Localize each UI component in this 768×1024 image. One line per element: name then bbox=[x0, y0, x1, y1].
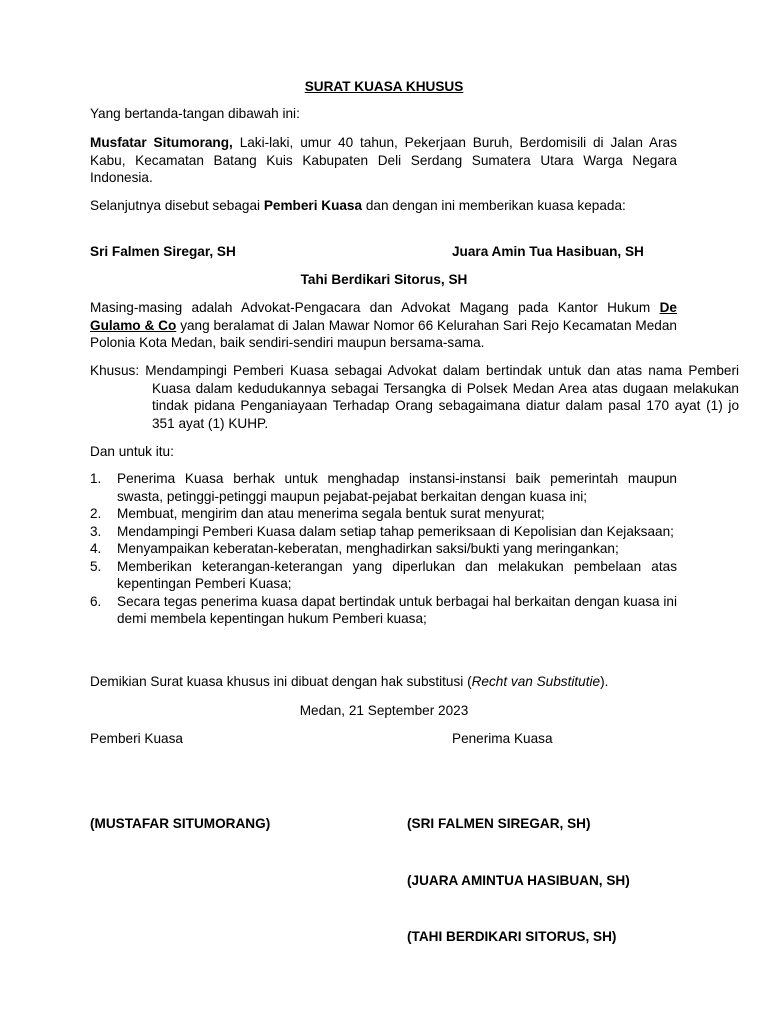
list-item-number: 1. bbox=[90, 471, 102, 486]
list-item-number: 2. bbox=[90, 506, 102, 521]
list-item-text: Mendampingi Pemberi Kuasa dalam setiap tahap pemeriksaan di Kepolisian dan Kejaksaan; bbox=[117, 523, 674, 539]
closing-suffix: ). bbox=[600, 674, 609, 689]
list-item bbox=[90, 523, 677, 541]
authority-list bbox=[90, 470, 677, 628]
list-item bbox=[90, 470, 677, 505]
firm-paragraph bbox=[90, 299, 677, 352]
grantor-details: Laki-laki, umur 40 tahun, Pekerjaan Buruh, Berdomisili di Jalan Aras Kabu, Kecamatan Batang Kuis Kabupaten Deli Serdang Sumatera Utara Warga Negara Indonesia. bbox=[90, 135, 678, 185]
grantee-label: Penerima Kuasa bbox=[452, 731, 553, 746]
grantee-signature-name-1: (SRI FALMEN SIREGAR, SH) bbox=[407, 816, 591, 831]
list-item-number: 6. bbox=[90, 593, 102, 609]
list-item-text: Menyampaikan keberatan-keberatan, menghadirkan saksi/bukti yang meringankan; bbox=[117, 541, 619, 556]
attorney-center: Tahi Berdikari Sitorus, SH bbox=[300, 272, 468, 287]
attorney-right: Juara Amin Tua Hasibuan, SH bbox=[452, 244, 644, 259]
list-item bbox=[90, 558, 677, 593]
list-item-text: Membuat, mengirim dan atau menerima segala bentuk surat menyurat; bbox=[117, 506, 545, 521]
and-for-text: Dan untuk itu: bbox=[90, 444, 174, 459]
firm-suffix: yang beralamat di Jalan Mawar Nomor 66 Kelurahan Sari Rejo Kecamatan Medan Polonia Kota Medan, baik sendiri-sendiri maupun bersama-sama. bbox=[90, 317, 677, 350]
grantor-signature-name: (MUSTAFAR SITUMORANG) bbox=[90, 816, 271, 831]
attorney-left: Sri Falmen Siregar, SH bbox=[90, 244, 236, 259]
grantor-paragraph bbox=[90, 134, 677, 187]
closing-prefix: Demikian Surat kuasa khusus ini dibuat dengan hak substitusi ( bbox=[90, 674, 472, 689]
firm-name: De Gulamo & Co bbox=[90, 300, 677, 333]
grantee-signature-name-3: (TAHI BERDIKARI SITORUS, SH) bbox=[407, 929, 617, 944]
khusus-label: Khusus: bbox=[90, 363, 140, 378]
list-item bbox=[90, 593, 677, 628]
list-item-text: Penerima Kuasa berhak untuk menghadap instansi-instansi baik pemerintah maupun swasta, petinggi-petinggi maupun pejabat-pejabat berkaitan dengan kuasa ini; bbox=[117, 471, 677, 504]
referred-paragraph bbox=[90, 197, 677, 215]
grantor-name: Musfatar Situmorang, bbox=[90, 135, 233, 150]
list-item bbox=[90, 505, 677, 523]
list-item-text: Memberikan keterangan-keterangan yang diperlukan dan melakukan pembelaan atas kepentingan Pemberi Kuasa; bbox=[117, 558, 677, 591]
firm-prefix: Masing-masing adalah Advokat-Pengacara dan Advokat Magang pada Kantor Hukum bbox=[90, 300, 660, 315]
closing-italic: Recht van Substitutie bbox=[471, 674, 601, 689]
grantor-label: Pemberi Kuasa bbox=[90, 731, 183, 746]
closing-paragraph bbox=[90, 673, 677, 691]
referred-prefix: Selanjutnya disebut sebagai bbox=[90, 198, 264, 213]
document-title: SURAT KUASA KHUSUS bbox=[304, 79, 464, 94]
referred-suffix: dan dengan ini memberikan kuasa kepada: bbox=[362, 198, 626, 213]
khusus-paragraph bbox=[90, 362, 739, 432]
intro-text: Yang bertanda-tangan dibawah ini: bbox=[90, 106, 300, 121]
list-item-number: 4. bbox=[90, 541, 102, 556]
list-item-number: 5. bbox=[90, 558, 102, 574]
grantee-signature-name-2: (JUARA AMINTUA HASIBUAN, SH) bbox=[407, 873, 630, 888]
list-item bbox=[90, 540, 677, 558]
khusus-text: Mendampingi Pemberi Kuasa sebagai Advokat dalam bertindak untuk dan atas nama Pemberi Kuasa dalam kedudukannya sebagai Tersangka di Polsek Medan Area atas dugaan melakukan tindak pidana Penganiayaan Terhadap Orang sebagaimana diatur dalam pasal 170 ayat (1) jo 351 ayat (1) KUHP. bbox=[139, 363, 739, 431]
referred-role: Pemberi Kuasa bbox=[263, 198, 363, 213]
list-item-number: 3. bbox=[90, 523, 102, 539]
place-date: Medan, 21 September 2023 bbox=[299, 703, 469, 718]
list-item-text: Secara tegas penerima kuasa dapat bertindak untuk berbagai hal berkaitan dengan kuasa ini demi membela kepentingan hukum Pemberi kuasa; bbox=[117, 593, 677, 626]
